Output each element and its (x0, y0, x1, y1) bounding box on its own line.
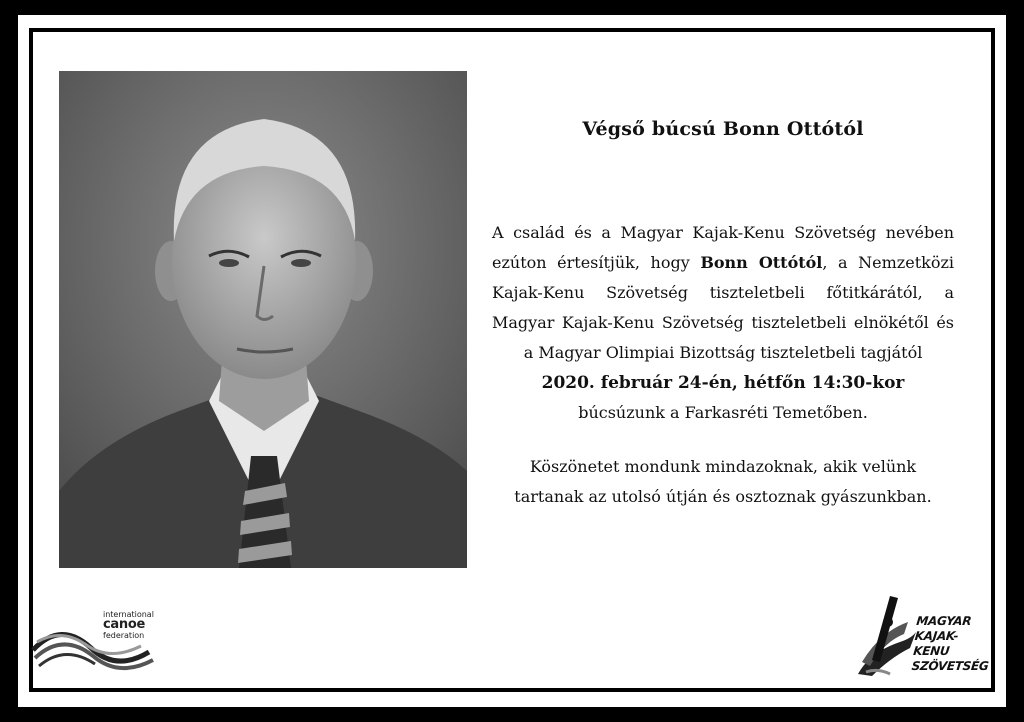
announcement-text-part2: , a Nemzetközi Kajak-Kenu Szövetség tiszteletbeli főtitkárától, a Magyar Kajak-Kenu Szövetség tiszteletbeli elnökétől és a Magyar Olimpiai Bizottság tiszteletbeli tagjától (492, 253, 955, 362)
notice-text-column (478, 118, 968, 512)
icf-line-3: federation (103, 631, 145, 640)
deceased-name: Bonn Ottótól (700, 253, 823, 272)
icf-line-1: international (103, 610, 154, 619)
funeral-date-time: 2020. február 24-én, hétfőn 14:30-kor (541, 373, 905, 393)
mkks-paddler-icon (850, 592, 920, 682)
mkks-line-3: SZÖVETSÉG (910, 659, 990, 673)
mkks-logo (850, 592, 990, 682)
notice-title: Végső búcsú Bonn Ottótól (582, 118, 864, 140)
mkks-wordmark (911, 614, 994, 674)
icf-wordmark (103, 610, 154, 640)
funeral-place: búcsúzunk a Farkasréti Temetőben. (578, 403, 868, 422)
thanks-paragraph (478, 452, 968, 512)
thanks-line-1: Köszönetet mondunk mindazoknak, akik velünk (529, 457, 917, 476)
icf-logo (31, 610, 161, 680)
portrait-photo (59, 71, 467, 568)
thanks-line-2: tartanak az utolsó útján és osztoznak gyászunkban. (514, 487, 932, 506)
announcement-text-part1: A család és a Magyar Kajak-Kenu Szövetség nevében ezúton értesítjük, hogy (492, 223, 954, 272)
announcement-paragraph (478, 218, 968, 428)
mkks-line-2: KAJAK-KENU (912, 629, 959, 658)
mkks-line-1: MAGYAR (915, 614, 973, 628)
icf-line-2: canoe (103, 617, 145, 632)
